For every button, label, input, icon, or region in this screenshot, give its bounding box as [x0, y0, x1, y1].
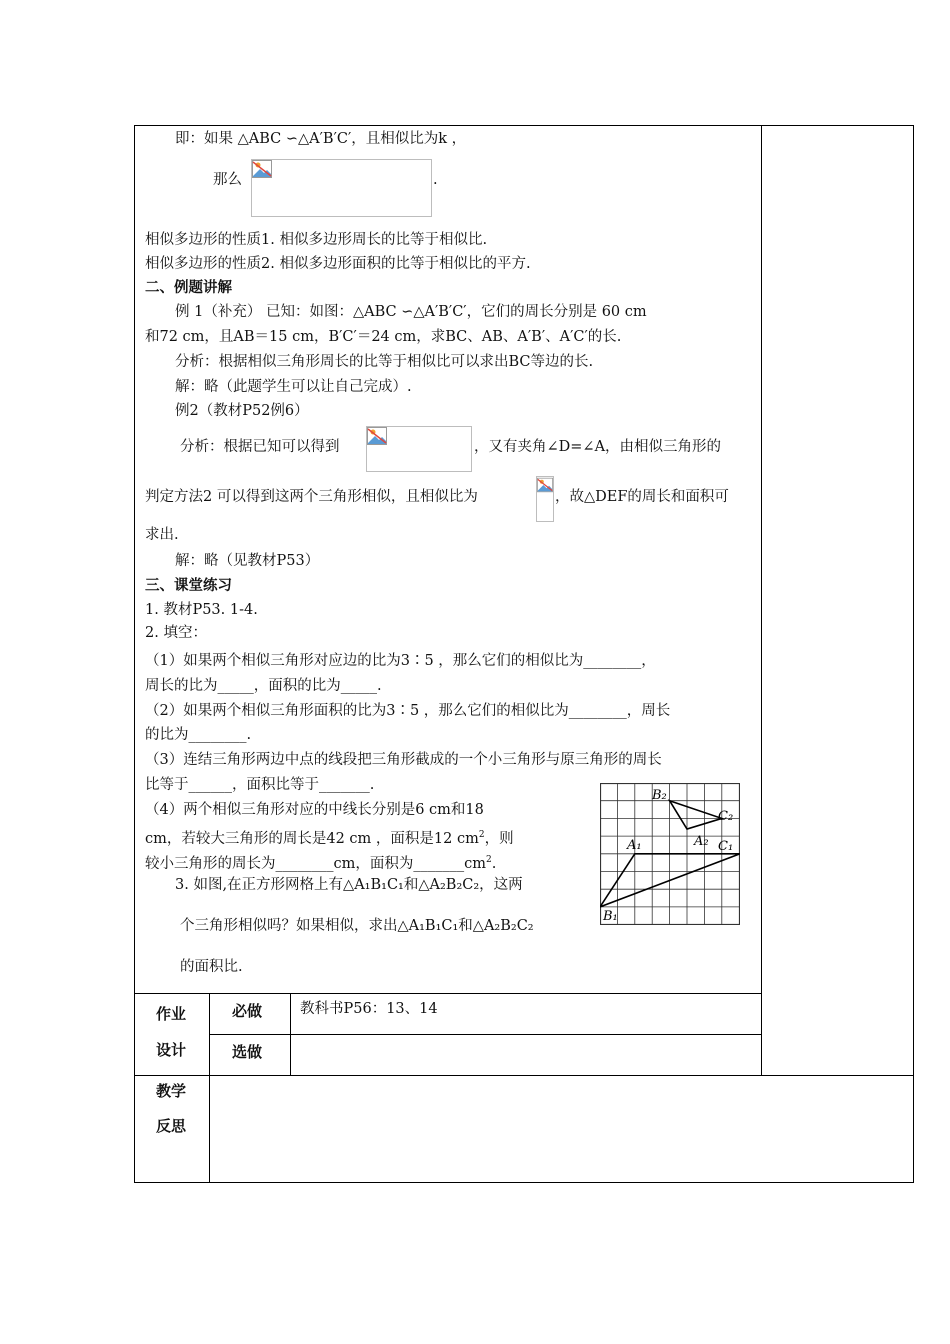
- then-label: 那么: [213, 172, 242, 188]
- fill-blank-2-line-2: 的比为________.: [145, 727, 252, 743]
- broken-image-icon: [252, 160, 272, 178]
- fill-blank-1-line-2: 周长的比为_____，面积的比为_____.: [145, 678, 382, 694]
- reflection-label-line-2: 反思: [156, 1117, 187, 1135]
- label-a2: A₂: [694, 834, 709, 849]
- broken-image-icon: [537, 477, 553, 493]
- homework-label-line-1: 作业: [156, 1005, 187, 1023]
- table-top-border: [134, 125, 914, 126]
- homework-top-border: [134, 993, 761, 994]
- label-a1: A₁: [627, 838, 642, 853]
- period-1: .: [433, 172, 438, 188]
- formula-image-3: [536, 476, 554, 522]
- optional-label: 选做: [232, 1043, 263, 1061]
- formula-image-2: [366, 426, 472, 472]
- required-value: 教科书P56：13、14: [300, 1001, 438, 1017]
- content-right-border: [761, 125, 762, 1075]
- label-c2: C₂: [718, 809, 734, 824]
- label-b1: B₁: [603, 909, 618, 924]
- table-left-border: [134, 125, 135, 1183]
- example-1-analysis: 分析：根据相似三角形周长的比等于相似比可以求出BC等边的长.: [175, 354, 594, 370]
- formula-image-1: [251, 159, 432, 217]
- fill-blank-2-line-1: （2）如果两个相似三角形面积的比为3∶5 ，那么它们的相似比为________，周长: [145, 703, 671, 719]
- triangle-a2b2c2: [670, 801, 722, 829]
- reflection-label-line-1: 教学: [156, 1082, 187, 1100]
- fill-blank-3-line-1: （3）连结三角形两边中点的线段把三角形截成的一个小三角形与原三角形的周长: [145, 752, 662, 768]
- example-2-analysis-start: 分析：根据已知可以得到: [180, 439, 340, 455]
- label-c1: C₁: [718, 839, 734, 854]
- label-b2: B₂: [652, 788, 667, 803]
- fill-blank-3-line-2: 比等于______，面积比等于_______.: [145, 777, 375, 793]
- section-heading-examples: 二、例题讲解: [145, 280, 232, 296]
- fill-blank-4-line-1: （4）两个相似三角形对应的中线长分别是6 cm和18: [145, 802, 484, 818]
- example-2-method-start: 判定方法2 可以得到这两个三角形相似，且相似比为: [145, 489, 478, 505]
- example-1-solution: 解：略（此题学生可以让自己完成）.: [175, 379, 412, 395]
- homework-label-line-2: 设计: [156, 1041, 187, 1059]
- fill-blank-4-line-3: 较小三角形的周长为________cm，面积为$\_\_\_\_\_\_\_cm^2$.: [145, 855, 497, 872]
- example-1-line-2: 和72 cm，且AB＝15 cm，B′C′＝24 cm，求BC、AB、A′B′、A′C′的长.: [145, 329, 622, 345]
- fill-blank-4-line-2: cm，若较大三角形的周长是42 cm ，面积是12 $cm^2$，则: [145, 830, 514, 847]
- example-2-solution: 解：略（见教材P53）: [175, 553, 320, 569]
- required-label: 必做: [232, 1002, 263, 1020]
- broken-image-icon: [367, 427, 387, 445]
- practice-item-2: 2. 填空：: [145, 625, 207, 641]
- example-1-line-1: 例 1（补充） 已知：如图：△ABC ∽△A′B′C′，它们的周长分别是 60 cm: [175, 304, 647, 320]
- practice-item-3-line-2: 个三角形相似吗？如果相似，求出△A₁B₁C₁和△A₂B₂C₂: [180, 918, 534, 934]
- example-2-title: 例2（教材P52例6）: [175, 403, 309, 419]
- practice-item-1: 1. 教材P53. 1-4.: [145, 602, 258, 618]
- practice-item-3-line-3: 的面积比.: [180, 959, 243, 975]
- practice-item-3-line-1: 3. 如图,在正方形网格上有△A₁B₁C₁和△A₂B₂C₂，这两: [175, 877, 523, 893]
- polygon-property-1: 相似多边形的性质1. 相似多边形周长的比等于相似比.: [145, 232, 488, 248]
- polygon-property-2: 相似多边形的性质2. 相似多边形面积的比等于相似比的平方.: [145, 256, 531, 272]
- table-bottom-border: [134, 1182, 914, 1183]
- property-statement: 即：如果 △ABC ∽△A′B′C′，且相似比为k ，: [175, 131, 467, 147]
- example-2-can-find: 求出.: [145, 527, 179, 543]
- homework-row-divider: [209, 1034, 761, 1035]
- reflection-top-border: [134, 1075, 914, 1076]
- homework-col-divider-1: [209, 993, 210, 1183]
- section-heading-practice: 三、课堂练习: [145, 578, 232, 594]
- example-2-method-end: ，故△DEF的周长和面积可: [555, 489, 729, 505]
- example-2-analysis-end: ，又有夹角∠D=∠A，由相似三角形的: [474, 439, 722, 455]
- fill-blank-1-line-1: （1）如果两个相似三角形对应边的比为3∶5 ，那么它们的相似比为________，: [145, 653, 656, 669]
- similar-triangles-grid-figure: [600, 783, 740, 925]
- table-right-border: [913, 125, 914, 1183]
